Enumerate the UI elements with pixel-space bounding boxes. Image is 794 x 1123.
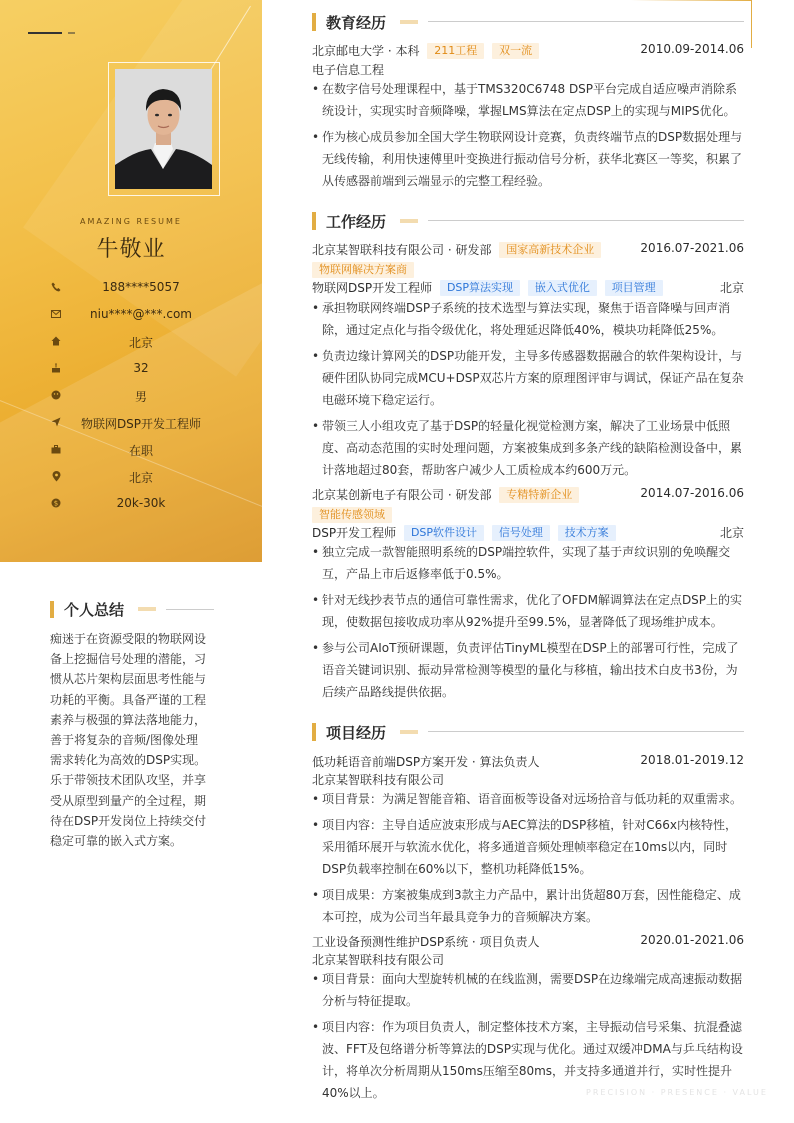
salary-value: 20k-30k: [116, 496, 166, 510]
skill-tag: DSP算法实现: [440, 280, 520, 296]
project-org-line: [312, 771, 744, 789]
info-age: [0, 359, 262, 379]
decorative-dash-small: [68, 32, 75, 34]
job-company-line: [312, 486, 744, 504]
location-value: 北京: [128, 336, 153, 350]
project-name: 低功耗语音前端DSP方案开发 · 算法负责人: [312, 755, 540, 769]
list-item: • 项目内容：主导自适应波束形成与AEC算法的DSP移植，针对C66x内核特性，采用循环展开与软流水优化，将多通道音频处理帧率稳定在10ms以内，同时DSP负载率控制在60%以下，整机功耗降低15%。: [312, 814, 744, 880]
list-item: • 项目成果：方案被集成到3款主力产品中，累计出货超80万套，因性能稳定、成本可控，成为公司当年最具竞争力的音频解决方案。: [312, 884, 744, 928]
list-item: • 承担物联网终端DSP子系统的技术选型与算法实现，聚焦于语音降噪与回声消除，通过定点化与指令级优化，将处理延迟降低40%，模块功耗降低25%。: [312, 297, 744, 341]
job-city: 北京: [719, 526, 744, 540]
list-item: • 负责边缘计算网关的DSP功能开发，主导多传感器数据融合的软件架构设计，与硬件团队协同完成MCU+DSP双芯片方案的原理图评审与调试，保证产品在复杂电磁环境下稳定运行。: [312, 345, 744, 411]
info-position: [0, 413, 262, 433]
job-role: DSP开发工程师: [312, 526, 397, 540]
skill-tag: DSP软件设计: [404, 525, 484, 541]
info-salary: [0, 494, 262, 514]
company-tag: 国家高新技术企业: [499, 242, 601, 258]
email-value: niu****@***.com: [90, 307, 192, 321]
list-item: • 带领三人小组攻克了基于DSP的轻量化视觉检测方案，解决了工业场景中低照度、高动态范围的实时处理问题，方案被集成到多条产线的缺陷检测设备中，累计落地超过80套，帮助客户减少人工质检成本约600万元。: [312, 415, 744, 481]
position-value: 物联网DSP开发工程师: [80, 417, 202, 431]
decorative-dash: [28, 32, 62, 34]
section-education: [312, 12, 744, 32]
education-school-line: [312, 42, 744, 60]
info-phone: [0, 278, 262, 298]
age-value: 32: [133, 361, 149, 375]
company-tag: 物联网解决方案商: [312, 262, 414, 278]
info-status: [0, 440, 262, 460]
list-item: • 针对无线抄表节点的通信可靠性需求，优化了OFDM解调算法在定点DSP上的实现，使数据包接收成功率从92%提升至99.5%，显著降低了现场维护成本。: [312, 589, 744, 633]
job-city: 北京: [719, 281, 744, 295]
skill-tag: 信号处理: [492, 525, 550, 541]
company-tag: 智能传感领域: [312, 507, 392, 523]
company-name: 北京某智联科技有限公司 · 研发部: [312, 243, 492, 257]
project-org: 北京某智联科技有限公司: [312, 953, 445, 967]
summary-heading: 个人总结: [64, 601, 125, 619]
list-item: • 作为核心成员参加全国大学生物联网设计竞赛，负责终端节点的DSP数据处理与无线传输，利用快速傅里叶变换进行振动信号分析，获华北赛区一等奖，积累了从传感器前端到云端显示的完整工程经验。: [312, 126, 744, 192]
info-gender: [0, 386, 262, 406]
project-date: 2018.01-2019.12: [640, 753, 744, 767]
project-title-line: [312, 753, 744, 771]
job-date: 2016.07-2021.06: [640, 241, 744, 255]
job-role-line: [312, 524, 744, 542]
projects-heading: 项目经历: [326, 724, 387, 742]
avatar: [115, 69, 212, 189]
summary-accent-bar: [50, 601, 54, 618]
heading-deco: [138, 607, 156, 611]
education-heading: 教育经历: [326, 14, 387, 32]
project-name: 工业设备预测性维护DSP系统 · 项目负责人: [312, 935, 540, 949]
section-work: [312, 211, 744, 231]
project-org: 北京某智联科技有限公司: [312, 773, 445, 787]
gender-value: 男: [134, 390, 147, 404]
job-role: 物联网DSP开发工程师: [312, 281, 433, 295]
heading-rule: [166, 609, 214, 610]
project-date: 2020.01-2021.06: [640, 933, 744, 947]
list-item: • 项目内容：作为项目负责人，制定整体技术方案，主导振动信号采集、抗混叠滤波、FFT及包络谱分析等算法的DSP实现与优化。通过双缓冲DMA与乒乓结构设计，将单次分析周期从150ms压缩至80ms，并支持多通道并行，实时性提升40%以上。: [312, 1016, 744, 1104]
list-item: • 项目背景：面向大型旋转机械的在线监测，需要DSP在边缘端完成高速振动数据分析与特征提取。: [312, 968, 744, 1012]
list-item: • 项目背景：为满足智能音箱、语音面板等设备对远场拾音与低功耗的双重需求。: [312, 788, 744, 810]
school-name: 北京邮电大学 · 本科: [312, 44, 420, 58]
candidate-name: 牛敬业: [96, 237, 166, 262]
job-company-tags: [312, 507, 744, 525]
company-name: 北京某创新电子有限公司 · 研发部: [312, 488, 492, 502]
skill-tag: 嵌入式优化: [528, 280, 597, 296]
info-location: [0, 332, 262, 352]
skill-tag: 技术方案: [558, 525, 616, 541]
list-item: • 独立完成一款智能照明系统的DSP端控软件，实现了基于声纹识别的免唤醒交互，产品上市后返修率低于0.5%。: [312, 541, 744, 585]
education-date: 2010.09-2014.06: [640, 42, 744, 56]
company-tag: 专精特新企业: [499, 487, 579, 503]
school-tag: 211工程: [427, 43, 484, 59]
status-value: 在职: [128, 444, 153, 458]
skill-tag: 项目管理: [605, 280, 663, 296]
target-city-value: 北京: [128, 471, 153, 485]
education-major: [312, 61, 744, 79]
info-email: [0, 305, 262, 325]
summary-text: 痴迷于在资源受限的物联网设备上挖掘信号处理的潜能，习惯从芯片架构层面思考性能与功耗的平衡。具备严谨的工程素养与极强的算法落地能力，善于将复杂的音频/图像处理需求转化为高效的DSP实现。乐于带领技术团队攻坚，并享受从原型到量产的全过程，期待在DSP开发岗位上持续交付稳定可靠的嵌入式方案。: [50, 632, 207, 849]
job-date: 2014.07-2016.06: [640, 486, 744, 500]
school-tag: 双一流: [492, 43, 539, 59]
list-item: • 在数字信号处理课程中，基于TMS320C6748 DSP平台完成自适应噪声消除系统设计，实现实时音频降噪，掌握LMS算法在定点DSP上的实现与MIPS优化。: [312, 78, 744, 122]
project-org-line: [312, 951, 744, 969]
job-role-line: [312, 279, 744, 297]
section-projects: [312, 722, 744, 742]
tagline: AMAZING RESUME: [80, 217, 182, 226]
svg-text:$: $: [53, 499, 59, 508]
job-company-line: [312, 241, 744, 259]
work-heading: 工作经历: [326, 213, 387, 231]
project-title-line: [312, 933, 744, 951]
phone-value: 188****5057: [102, 280, 180, 294]
major-name: 电子信息工程: [312, 63, 385, 77]
watermark: PRECISION · PRESENCE · VALUE: [586, 1088, 768, 1097]
info-target-city: [0, 467, 262, 487]
list-item: • 参与公司AIoT预研课题，负责评估TinyML模型在DSP上的部署可行性，完成了语音关键词识别、振动异常检测等模型的量化与移植，输出技术白皮书3份，为后续产品路线提供依据。: [312, 637, 744, 703]
sidebar-header: [0, 0, 262, 562]
job-company-tags: [312, 262, 744, 280]
